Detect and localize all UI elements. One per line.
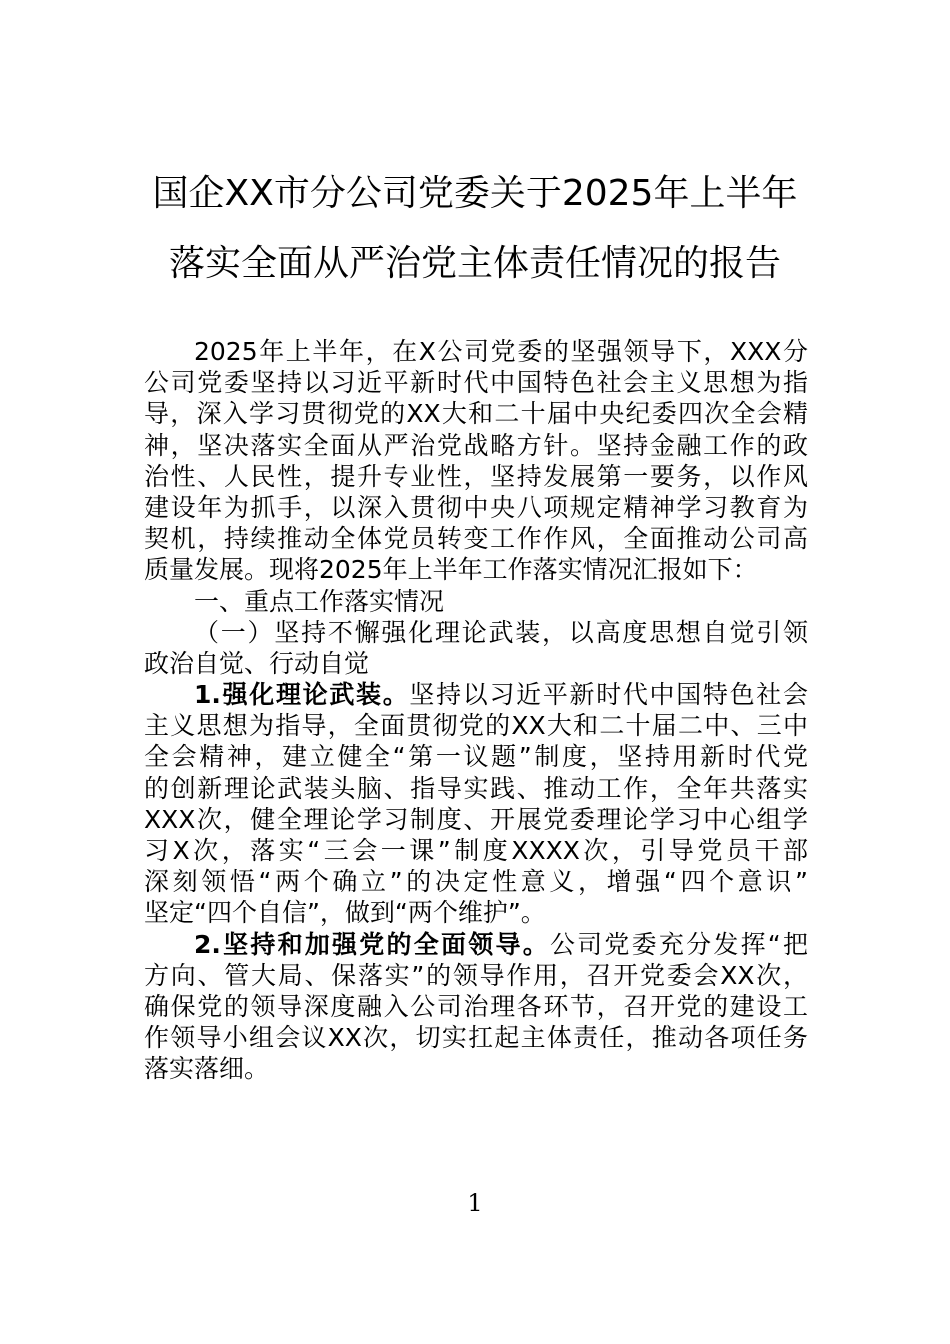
paragraph-line: 契机，持续推动全体党员转变工作作风，全面推动公司高: [144, 524, 808, 554]
item-paragraph-1: [144, 679, 808, 929]
paragraph-line: 神，坚决落实全面从严治党战略方针。坚持金融工作的政: [144, 430, 808, 460]
subsection-heading: [144, 617, 808, 679]
document-title-line-2: 落实全面从严治党主体责任情况的报告: [168, 243, 781, 284]
paragraph-line: 全会精神，建立健全“第一议题”制度，坚持用新时代党: [144, 742, 808, 772]
page-number: 1: [467, 1189, 483, 1217]
item-lead: 2.坚持和加强党的全面领导。: [194, 929, 550, 959]
paragraph-line: 深刻领悟“两个确立”的决定性意义，增强“四个意识”: [144, 867, 808, 897]
paragraph-line: 落实落细。: [144, 1054, 270, 1084]
paragraph-line: 方向、管大局、保落实”的领导作用，召开党委会XX次，: [144, 960, 808, 990]
paragraph-line: 确保党的领导深度融入公司治理各环节，召开党的建设工: [144, 991, 808, 1021]
paragraph-line: XXX次，健全理论学习制度、开展党委理论学习中心组学: [144, 804, 808, 834]
paragraph-line: [144, 679, 808, 710]
paragraph-line: 2025年上半年，在X公司党委的坚强领导下，XXX分: [194, 337, 808, 366]
intro-paragraph: [144, 336, 808, 586]
section-heading: 一、重点工作落实情况: [194, 586, 445, 616]
document-title-line-1: 国企XX市分公司党委关于2025年上半年: [152, 173, 798, 214]
document-body: [144, 336, 808, 1085]
paragraph-line: 作领导小组会议XX次，切实扛起主体责任，推动各项任务: [144, 1023, 808, 1053]
item-paragraph-2: [144, 929, 808, 1085]
item-text: 公司党委充分发挥“把: [549, 929, 808, 959]
paragraph-line: 公司党委坚持以习近平新时代中国特色社会主义思想为指: [144, 368, 808, 398]
paragraph-line: 主义思想为指导，全面贯彻党的XX大和二十届二中、三中: [144, 711, 808, 741]
paragraph-line: 建设年为抓手，以深入贯彻中央八项规定精神学习教育为: [144, 492, 808, 522]
paragraph-line: 政治自觉、行动自觉: [144, 648, 370, 678]
paragraph-line: 导，深入学习贯彻党的XX大和二十届中央纪委四次全会精: [144, 399, 808, 429]
item-lead: 1.强化理论武装。: [194, 680, 410, 710]
item-text: 坚持以习近平新时代中国特色社会: [409, 680, 808, 710]
paragraph-line: [144, 929, 808, 960]
paragraph-line: 的创新理论武装头脑、指导实践、推动工作，全年共落实: [144, 773, 808, 803]
paragraph-line: （一）坚持不懈强化理论武装，以高度思想自觉引领: [194, 617, 808, 647]
paragraph-line: 坚定“四个自信”，做到“两个维护”。: [144, 898, 546, 928]
paragraph-line: 治性、人民性，提升专业性，坚持发展第一要务，以作风: [144, 461, 808, 491]
paragraph-line: 质量发展。现将2025年上半年工作落实情况汇报如下：: [144, 555, 758, 585]
paragraph-line: 习X次，落实“三会一课”制度XXXX次，引导党员干部: [144, 836, 808, 865]
